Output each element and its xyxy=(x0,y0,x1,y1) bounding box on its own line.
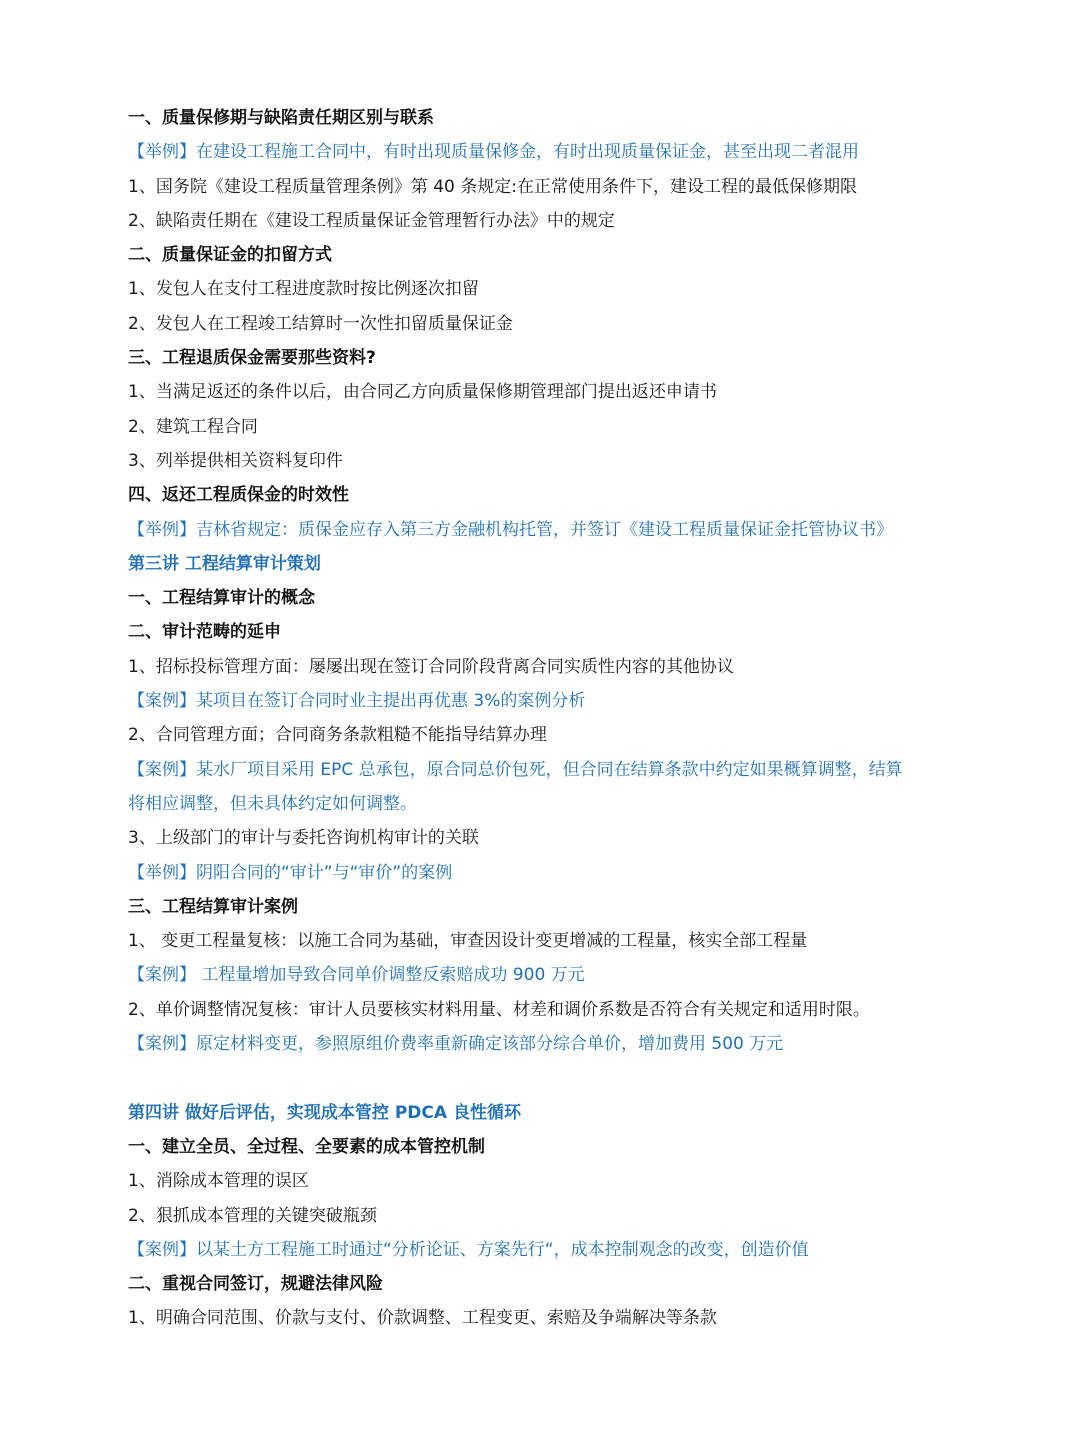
paragraph-line: 2、缺陷责任期在《建设工程质量保证金管理暂行办法》中的规定 xyxy=(128,210,615,231)
document-body xyxy=(128,101,958,1336)
paragraph-line: 1、消除成本管理的误区 xyxy=(128,1171,309,1192)
section-heading: 三、工程退质保金需要那些资料? xyxy=(128,348,376,369)
blank-spacer xyxy=(128,1061,958,1095)
example-line: 【举例】在建设工程施工合同中，有时出现质量保修金，有时出现质量保证金，甚至出现二者混用 xyxy=(128,142,859,163)
lecture-title: 第四讲 做好后评估，实现成本管控 PDCA 良性循环 xyxy=(128,1102,521,1123)
section-heading: 二、审计范畴的延申 xyxy=(128,622,281,643)
example-line: 【案例】原定材料变更，参照原组价费率重新确定该部分综合单价，增加费用 500 万元 xyxy=(128,1034,784,1055)
paragraph-line: 2、合同管理方面；合同商务条款粗糙不能指导结算办理 xyxy=(128,725,547,746)
section-heading: 一、质量保修期与缺陷责任期区别与联系 xyxy=(128,108,434,128)
paragraph-line: 2、发包人在工程竣工结算时一次性扣留质量保证金 xyxy=(128,313,513,334)
paragraph-line: 3、上级部门的审计与委托咨询机构审计的关联 xyxy=(128,828,479,849)
example-line: 【举例】吉林省规定：质保金应存入第三方金融机构托管，并签订《建设工程质量保证金托管协议书》 xyxy=(128,519,893,540)
paragraph-line: 2、单价调整情况复核：审计人员要核实材料用量、材差和调价系数是否符合有关规定和适用时限。 xyxy=(128,999,870,1020)
example-line: 【案例】某项目在签订合同时业主提出再优惠 3%的案例分析 xyxy=(128,691,586,712)
section-heading: 三、工程结算审计案例 xyxy=(128,896,298,917)
example-line: 【案例】某水厂项目采用 EPC 总承包，原合同总价包死，但合同在结算条款中约定如果概算调整，结算 xyxy=(128,759,903,780)
paragraph-line: 1、 变更工程量复核：以施工合同为基础，审查因设计变更增减的工程量，核实全部工程量 xyxy=(128,931,808,952)
paragraph-line: 1、当满足返还的条件以后，由合同乙方向质量保修期管理部门提出返还申请书 xyxy=(128,382,717,403)
example-line: 【案例】以某土方工程施工时通过“分析论证、方案先行“，成本控制观念的改变，创造价值 xyxy=(128,1239,809,1260)
paragraph-line: 1、发包人在支付工程进度款时按比例逐次扣留 xyxy=(128,279,479,300)
paragraph-line: 2、建筑工程合同 xyxy=(128,416,258,437)
section-heading: 一、工程结算审计的概念 xyxy=(128,588,315,609)
paragraph-line: 1、招标投标管理方面：屡屡出现在签订合同阶段背离合同实质性内容的其他协议 xyxy=(128,656,734,677)
example-line: 将相应调整，但未具体约定如何调整。 xyxy=(128,793,417,814)
paragraph-line: 2、狠抓成本管理的关键突破瓶颈 xyxy=(128,1205,377,1226)
section-heading: 二、质量保证金的扣留方式 xyxy=(128,245,332,266)
section-heading: 一、建立全员、全过程、全要素的成本管控机制 xyxy=(128,1136,485,1157)
paragraph-line: 1、明确合同范围、价款与支付、价款调整、工程变更、索赔及争端解决等条款 xyxy=(128,1308,717,1329)
paragraph-line: 1、国务院《建设工程质量管理条例》第 40 条规定:在正常使用条件下，建设工程的最低保修期限 xyxy=(128,176,857,197)
lecture-title: 第三讲 工程结算审计策划 xyxy=(128,553,321,574)
paragraph-line: 3、列举提供相关资料复印件 xyxy=(128,450,343,471)
example-line: 【举例】阴阳合同的“审计”与“审价”的案例 xyxy=(128,862,453,883)
section-heading: 四、返还工程质保金的时效性 xyxy=(128,485,349,506)
section-heading: 二、重视合同签订，规避法律风险 xyxy=(128,1274,383,1295)
example-line: 【案例】 工程量增加导致合同单价调整反索赔成功 900 万元 xyxy=(128,965,585,986)
